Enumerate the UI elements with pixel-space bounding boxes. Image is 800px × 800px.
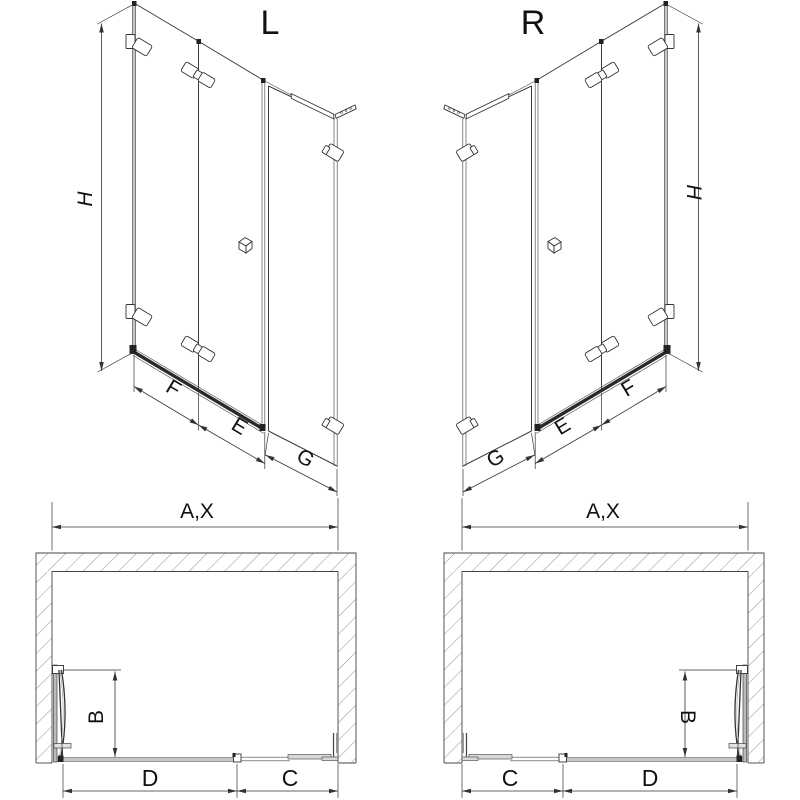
dim-label-ax-right: A,X xyxy=(586,500,620,523)
dim-label-c-right: C xyxy=(501,765,519,791)
dimension-labels xyxy=(74,4,705,791)
iso-view-right xyxy=(444,1,703,496)
dim-label-b-right: B xyxy=(676,709,699,725)
dim-label-b-left: B xyxy=(85,709,108,725)
plan-view-left xyxy=(36,498,356,798)
dim-label-f-left: F xyxy=(161,375,185,402)
dim-label-f-right: F xyxy=(617,375,641,402)
wall-hatching xyxy=(37,554,764,763)
iso-view-left xyxy=(98,1,357,496)
variant-label-left: L xyxy=(260,4,280,42)
dim-label-g-right: G xyxy=(482,444,509,473)
dim-label-g-left: G xyxy=(292,444,319,473)
dim-label-e-right: E xyxy=(550,412,575,440)
dim-label-d-right: D xyxy=(641,765,659,791)
dim-label-height-right: H xyxy=(682,184,705,200)
variant-label-right: R xyxy=(520,4,546,42)
dim-label-ax-left: A,X xyxy=(180,500,214,523)
plan-view-right xyxy=(444,498,764,798)
dim-label-c-left: C xyxy=(281,765,299,791)
dim-label-height-left: H xyxy=(74,191,97,207)
dim-label-e-left: E xyxy=(227,412,252,440)
dim-label-d-left: D xyxy=(141,765,159,791)
